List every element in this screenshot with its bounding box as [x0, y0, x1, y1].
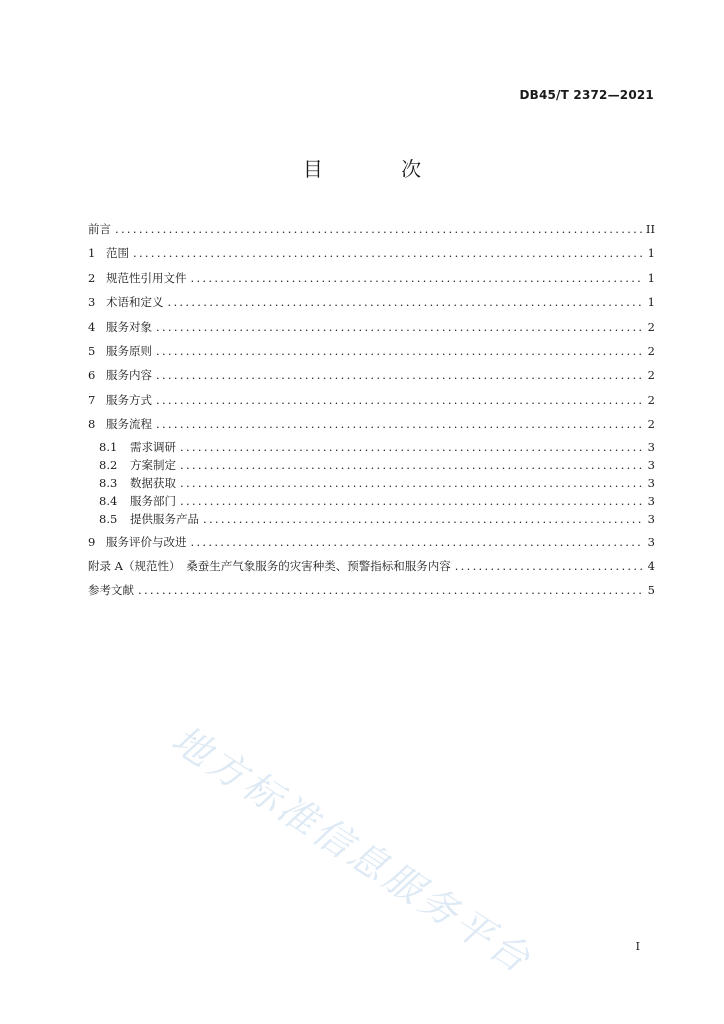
toc-entry-number: 8 [88, 417, 96, 432]
toc-entry[interactable] [88, 580, 655, 604]
toc-dot-leader [180, 493, 643, 509]
toc-entry[interactable] [88, 317, 655, 341]
toc-entry-title: 服务内容 [106, 368, 152, 383]
toc-entry[interactable] [88, 511, 655, 529]
toc-entry-title: 提供服务产品 [130, 511, 199, 526]
toc-entry-page: 4 [647, 558, 655, 573]
document-code: DB45/T 2372—2021 [519, 88, 654, 102]
toc-entry-number: 5 [88, 343, 96, 358]
toc-entry-number: 8.4 [99, 493, 118, 508]
toc-entry-page: 2 [647, 417, 655, 432]
toc-entry[interactable] [88, 292, 655, 316]
toc-entry-title: 服务部门 [130, 493, 176, 508]
toc-entry-number: 4 [88, 319, 96, 334]
toc-entry[interactable] [88, 219, 655, 243]
toc-dot-leader [455, 556, 643, 576]
toc-entry[interactable] [88, 341, 655, 365]
toc-entry-number: 3 [88, 295, 96, 310]
toc-entry[interactable] [88, 243, 655, 267]
toc-dot-leader [115, 219, 642, 239]
toc-entry-number: 6 [88, 368, 96, 383]
toc-entry-title: 前言 [88, 222, 111, 236]
toc-entry-page: 3 [647, 534, 655, 549]
toc-entry[interactable] [88, 268, 655, 292]
toc-entry-page: 3 [647, 457, 655, 472]
toc-entry-number: 8.1 [99, 439, 118, 454]
toc-dot-leader [203, 511, 643, 527]
toc-entry-title: 服务对象 [106, 319, 152, 334]
toc-entry-number: 9 [88, 534, 96, 549]
toc-entry-page: 3 [647, 439, 655, 454]
toc-entry-title: 服务原则 [106, 343, 152, 358]
toc-dot-leader [156, 317, 643, 337]
toc-entry-page: 3 [647, 493, 655, 508]
toc-entry-title: 数据获取 [130, 475, 176, 490]
toc-entry-title: 规范性引用文件 [106, 270, 187, 285]
toc-dot-leader [180, 439, 643, 455]
toc-entry[interactable] [88, 414, 655, 438]
toc-entry-title: 服务评价与改进 [106, 534, 187, 549]
toc-entry[interactable] [88, 475, 655, 493]
toc-dot-leader [180, 457, 643, 473]
toc-entry-page: 1 [647, 295, 655, 310]
toc-entry-title: 范围 [106, 246, 129, 261]
toc-entry-title: 附录 A（规范性） 桑蚕生产气象服务的灾害种类、预警指标和服务内容 [88, 558, 451, 573]
toc-entry-page: 2 [647, 392, 655, 407]
toc-entry-title: 服务方式 [106, 392, 152, 407]
toc-dot-leader [168, 292, 644, 312]
toc-entry-number: 7 [88, 392, 96, 407]
toc-entry[interactable] [88, 365, 655, 389]
page-title: 目 次 [302, 157, 458, 181]
toc-entry-number: 1 [88, 246, 96, 261]
toc-entry[interactable] [88, 457, 655, 475]
toc-entry-title: 需求调研 [130, 439, 176, 454]
toc-entry[interactable] [88, 493, 655, 511]
toc-entry-page: 1 [647, 246, 655, 261]
toc-entry-page: 3 [647, 511, 655, 526]
toc-dot-leader [156, 365, 643, 385]
toc-entry-page: 2 [647, 368, 655, 383]
toc-entry-number: 2 [88, 270, 96, 285]
toc-entry[interactable] [88, 390, 655, 414]
toc-dot-leader [156, 414, 643, 434]
toc-entry[interactable] [88, 439, 655, 457]
page-number: I [635, 940, 640, 953]
toc-entry-page: 1 [647, 270, 655, 285]
toc-entry-page: 3 [647, 475, 655, 490]
toc-entry-number: 8.5 [99, 511, 118, 526]
toc-dot-leader [156, 390, 643, 410]
toc-entry-page: 2 [647, 343, 655, 358]
toc-dot-leader [133, 243, 643, 263]
toc-entry-page: 2 [647, 319, 655, 334]
toc-entry-title: 参考文献 [88, 583, 134, 598]
toc-entry-number: 8.2 [99, 457, 118, 472]
toc-dot-leader [191, 532, 644, 552]
toc-dot-leader [156, 341, 643, 361]
toc-entry[interactable] [88, 532, 655, 556]
toc-entry[interactable] [88, 556, 655, 580]
toc-entry-title: 术语和定义 [106, 295, 164, 310]
toc-dot-leader [138, 580, 643, 600]
watermark: 地方标准信息服务平台 [164, 716, 541, 983]
toc-entry-number: 8.3 [99, 475, 118, 490]
toc-entry-page: II [645, 222, 655, 236]
toc-entry-title: 方案制定 [130, 457, 176, 472]
table-of-contents [88, 219, 655, 605]
toc-dot-leader [180, 475, 643, 491]
toc-entry-page: 5 [647, 583, 655, 598]
toc-entry-title: 服务流程 [106, 417, 152, 432]
toc-dot-leader [191, 268, 644, 288]
